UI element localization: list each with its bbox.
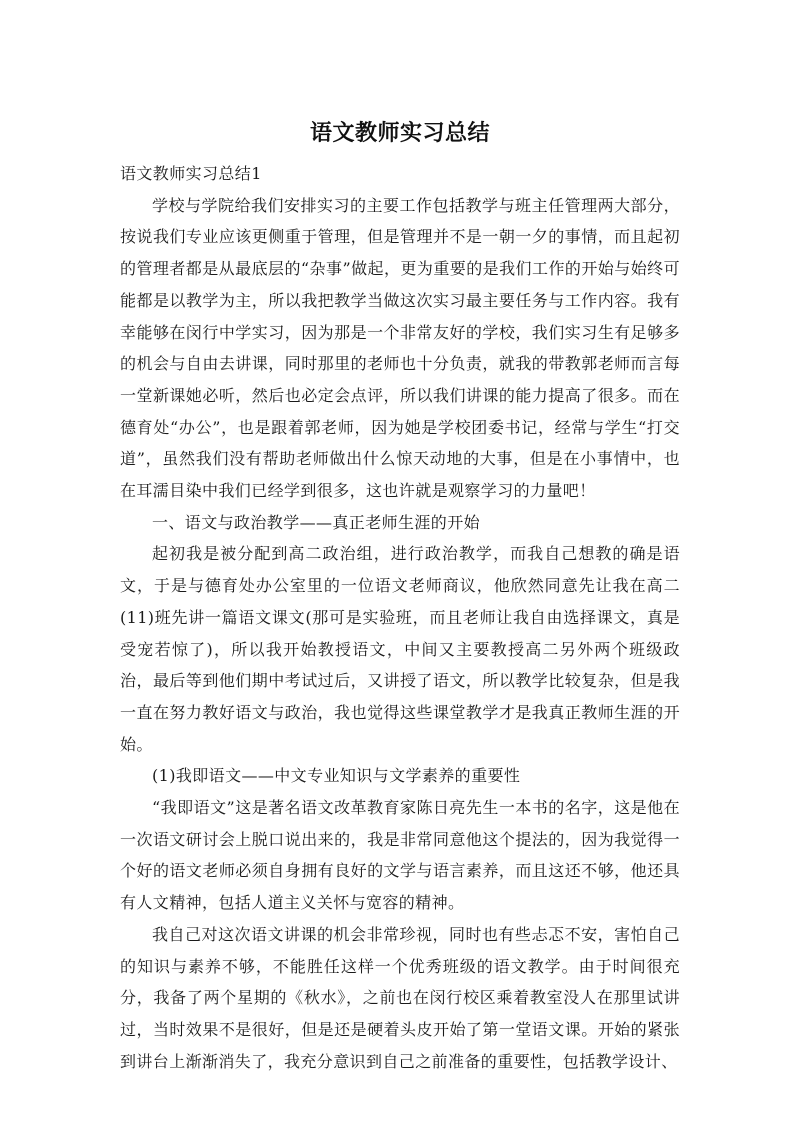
document-title: 语文教师实习总结 bbox=[309, 121, 490, 146]
document-body bbox=[120, 158, 680, 1077]
paragraph: “我即语文”这是著名语文改革教育家陈日亮先生一本书的名字，这是他在一次语文研讨会上脱口说出来的，我是非常同意他这个提法的，因为我觉得一个好的语文老师必须自身拥有良好的文学与语言素养，而且这还不够，他还具有人文精神，包括人道主义关怀与宽容的精神。 bbox=[120, 798, 680, 913]
paragraph: 起初我是被分配到高二政治组，进行政治教学，而我自己想教的确是语文，于是与德育处办公室里的一位语文老师商议，他欣然同意先让我在高二(11)班先讲一篇语文课文(那可是实验班，而且老师让我自由选择课文，真是受宠若惊了)，所以我开始教授语文，中间又主要教授高二另外两个班级政治，最后等到他们期中考试过后，又讲授了语文，所以教学比较复杂，但是我一直在努力教好语文与政治，我也觉得这些课堂教学才是我真正教师生涯的开始。 bbox=[120, 544, 680, 754]
subsection-heading: (1)我即语文——中文专业知识与文学素养的重要性 bbox=[152, 766, 521, 786]
paragraph: 我自己对这次语文讲课的机会非常珍视，同时也有些忐忑不安，害怕自己的知识与素养不够，不能胜任这样一个优秀班级的语文教学。由于时间很充分，我备了两个星期的《秋水》，之前也在闵行校区乘着教室没人在那里试讲过，当时效果不是很好，但是还是硬着头皮开始了第一堂语文课。开始的紧张到讲台上渐渐消失了，我充分意识到自己之前准备的重要性，包括教学设计、 bbox=[120, 924, 680, 1071]
section-heading: 一、语文与政治教学——真正老师生涯的开始 bbox=[152, 512, 481, 532]
paragraph: 学校与学院给我们安排实习的主要工作包括教学与班主任管理两大部分，按说我们专业应该更侧重于管理，但是管理并不是一朝一夕的事情，而且起初的管理者都是从最底层的“杂事”做起，更为重要的是我们工作的开始与始终可能都是以教学为主，所以我把教学当做这次实习最主要任务与工作内容。我有幸能够在闵行中学实习，因为那是一个非常友好的学校，我们实习生有足够多的机会与自由去讲课，同时那里的老师也十分负责，就我的带教郭老师而言每一堂新课她必听，然后也必定会点评，所以我们讲课的能力提高了很多。而在德育处“办公”，也是跟着郭老师，因为她是学校团委书记，经常与学生“打交道”，虽然我们没有帮助老师做出什么惊天动地的大事，但是在小事情中，也在耳濡目染中我们已经学到很多，这也许就是观察学习的力量吧！ bbox=[120, 195, 680, 501]
section-subtitle: 语文教师实习总结1 bbox=[120, 164, 262, 183]
